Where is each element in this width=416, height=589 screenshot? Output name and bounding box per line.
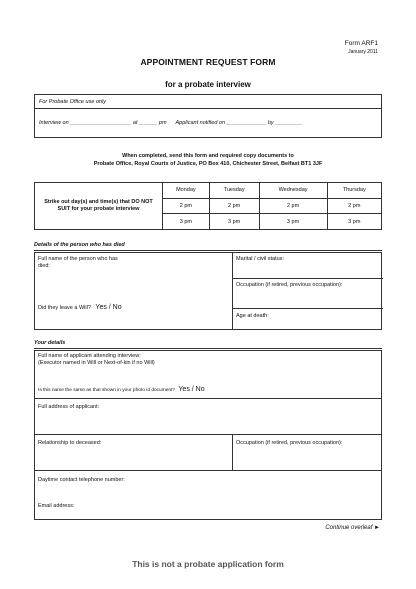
relationship-label: Relationship to deceased: <box>38 440 102 446</box>
deceased-occupation-label: Occupation (if retired, previous occupation): <box>236 282 343 288</box>
form-title: APPOINTMENT REQUEST FORM <box>140 57 276 67</box>
your-details-heading: Your details <box>34 340 382 349</box>
slot-thursday-2pm[interactable]: 2 pm <box>327 198 381 214</box>
deceased-name-label: Full name of the person who has died: <box>38 256 118 269</box>
day-header-monday: Monday <box>163 183 210 199</box>
arrow-right-icon: ► <box>374 525 380 531</box>
slot-tuesday-2pm[interactable]: 2 pm <box>209 198 259 214</box>
day-header-thursday: Thursday <box>327 183 381 199</box>
applicant-address-label: Full address of applicant: <box>38 404 100 410</box>
photo-id-yes-no[interactable]: Yes / No <box>178 386 205 393</box>
relationship-row <box>35 435 381 471</box>
will-question-label: Did they leave a Will? <box>38 305 91 311</box>
day-header-tuesday: Tuesday <box>209 183 259 199</box>
marital-status-label: Marital / civil status: <box>236 256 284 262</box>
slot-monday-3pm[interactable]: 3 pm <box>163 214 210 230</box>
slot-tuesday-3pm[interactable]: 3 pm <box>209 214 259 230</box>
availability-instructions: Strike out day(s) and time(s) that DO NOT SUIT for your probate interview <box>35 183 163 230</box>
applicant-occupation-field[interactable] <box>233 435 383 470</box>
applicant-name-field[interactable] <box>35 351 381 399</box>
send-instructions-line1: When completed, send this form and required copy documents to <box>122 153 294 159</box>
deceased-section-heading: Details of the person who has died <box>34 242 382 251</box>
footer-notice: This is not a probate application form <box>132 559 284 569</box>
slot-wednesday-3pm[interactable]: 3 pm <box>259 214 327 230</box>
send-instructions <box>0 153 416 168</box>
photo-id-question-label: Is this name the same as that shown in your photo id document? <box>38 388 176 393</box>
deceased-details-box <box>34 252 382 330</box>
slot-thursday-3pm[interactable]: 3 pm <box>327 214 381 230</box>
form-code-number: Form ARF1 <box>344 40 378 47</box>
slot-wednesday-2pm[interactable]: 2 pm <box>259 198 327 214</box>
will-yes-no[interactable]: Yes / No <box>95 304 122 311</box>
applicant-details-box <box>34 350 382 520</box>
applicant-name-label: Full name of applicant attending interview: <box>38 353 141 359</box>
photo-id-question <box>38 386 205 393</box>
office-use-heading: For Probate Office use only <box>35 95 381 109</box>
availability-table <box>34 182 382 230</box>
age-at-death-field[interactable] <box>233 309 383 331</box>
applicant-address-field[interactable] <box>35 399 381 435</box>
age-at-death-label: Age at death: <box>236 313 269 319</box>
will-question <box>38 304 122 311</box>
office-use-interview-line: Interview on ____________________ at ______ pm Applicant notified on _____________ by _________ <box>39 120 303 126</box>
email-label: Email address: <box>38 503 75 509</box>
send-instructions-address: Probate Office, Royal Courts of Justice, PO Box 410, Chichester Street, Belfast BT1 3JF <box>93 160 323 167</box>
applicant-occupation-label: Occupation (if retired, previous occupation): <box>236 440 343 446</box>
slot-monday-2pm[interactable]: 2 pm <box>163 198 210 214</box>
applicant-name-note: (Executor named in Will or Next-of-kin if no Will) <box>38 360 155 366</box>
continue-overleaf-text: Continue overleaf <box>325 525 373 531</box>
contact-row <box>35 471 381 521</box>
phone-label: Daytime contact telephone number: <box>38 477 125 483</box>
marital-status-field[interactable] <box>233 253 383 279</box>
form-code <box>345 40 378 56</box>
form-code-date: January 2011 <box>348 49 378 55</box>
office-use-box <box>34 94 382 138</box>
day-header-wednesday: Wednesday <box>259 183 327 199</box>
deceased-occupation-field[interactable] <box>233 279 383 309</box>
relationship-field[interactable] <box>35 435 233 470</box>
deceased-name-field[interactable] <box>35 253 233 329</box>
form-subtitle: for a probate interview <box>165 80 251 89</box>
continue-overleaf <box>325 525 380 531</box>
